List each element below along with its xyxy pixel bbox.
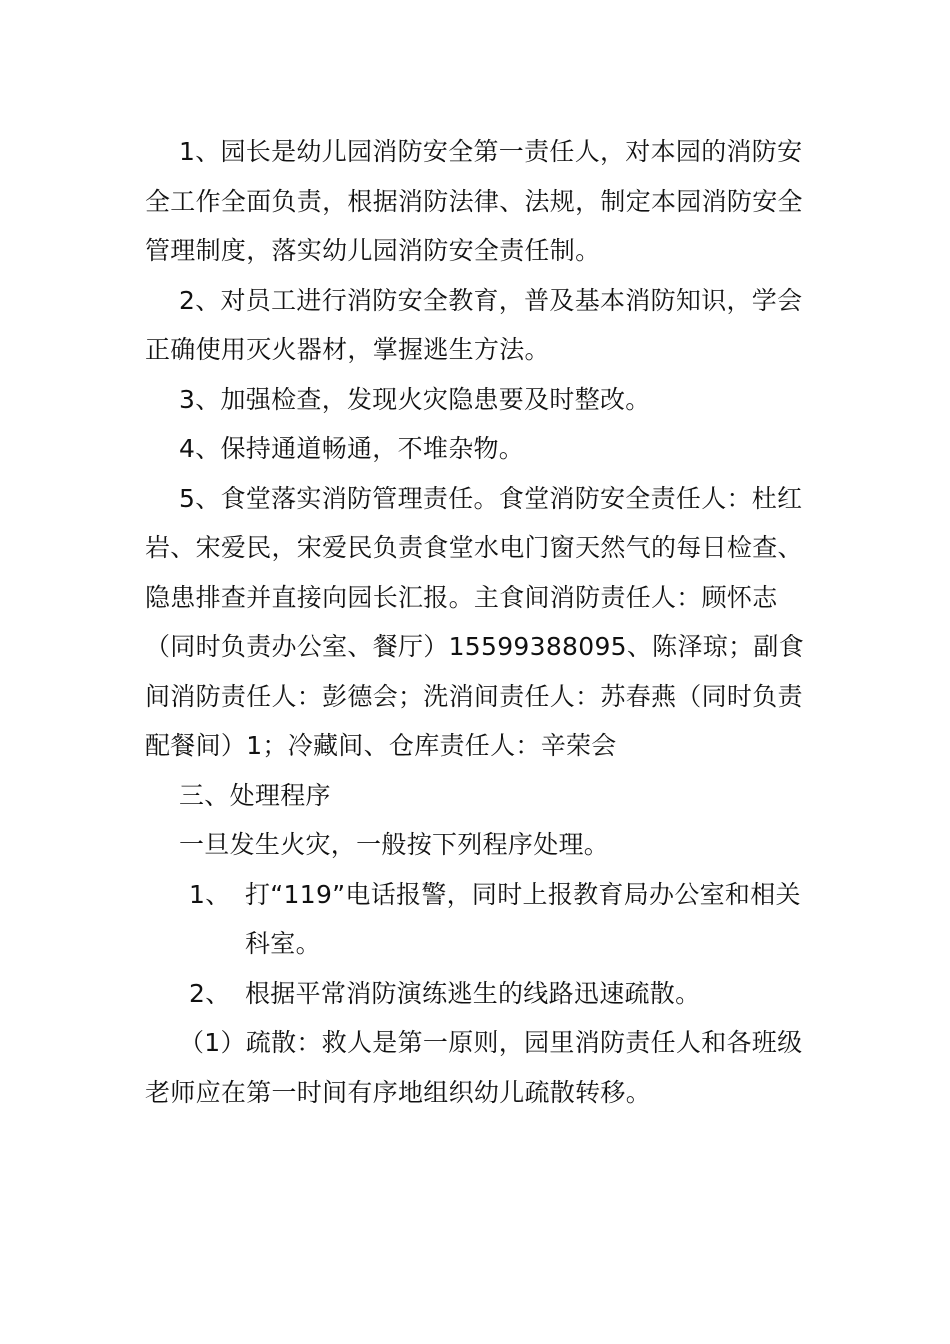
paragraph-clear-passages: 4、保持通道畅通，不堆杂物。 xyxy=(179,434,525,463)
paragraph-evacuation-detail: （1）疏散：救人是第一原则，园里消防责任人和各班级老师应在第一时间有序地组织幼儿疏散转移。 xyxy=(145,1028,803,1107)
procedure-step-evacuate xyxy=(145,969,810,1019)
section-heading-procedure: 三、处理程序 xyxy=(179,780,331,810)
paragraph-staff-education: 2、对员工进行消防安全教育，普及基本消防知识，学会正确使用灭火器材，掌握逃生方法。 xyxy=(145,285,803,364)
paragraph-inspection: 3、加强检查，发现火灾隐患要及时整改。 xyxy=(179,384,651,414)
procedure-step-call-119 xyxy=(145,870,810,969)
paragraph-procedure-intro: 一旦发生火灾，一般按下列程序处理。 xyxy=(179,830,610,859)
step-text: 根据平常消防演练逃生的线路迅速疏散。 xyxy=(245,978,701,1008)
document-body xyxy=(145,127,810,1117)
step-text: 打“119”电话报警，同时上报教育局办公室和相关科室。 xyxy=(245,879,801,958)
paragraph-principal-responsibility: 1、园长是幼儿园消防安全第一责任人，对本园的消防安全工作全面负责，根据消防法律、法规，制定本园消防安全管理制度，落实幼儿园消防安全责任制。 xyxy=(145,137,803,265)
step-number: 2、 xyxy=(189,978,231,1008)
step-number: 1、 xyxy=(189,879,231,909)
paragraph-canteen-responsibility: 5、食堂落实消防管理责任。食堂消防安全责任人：杜红岩、宋爱民，宋爱民负责食堂水电门窗天然气的每日检查、隐患排查并直接向园长汇报。主食间消防责任人：顾怀志（同时负责办公室、餐厅）15599388095、陈泽琼；副食间消防责任人：彭德会；洗消间责任人：苏春燕（同时负责配餐间）1；冷藏间、仓库责任人：辛荣会 xyxy=(145,483,804,760)
